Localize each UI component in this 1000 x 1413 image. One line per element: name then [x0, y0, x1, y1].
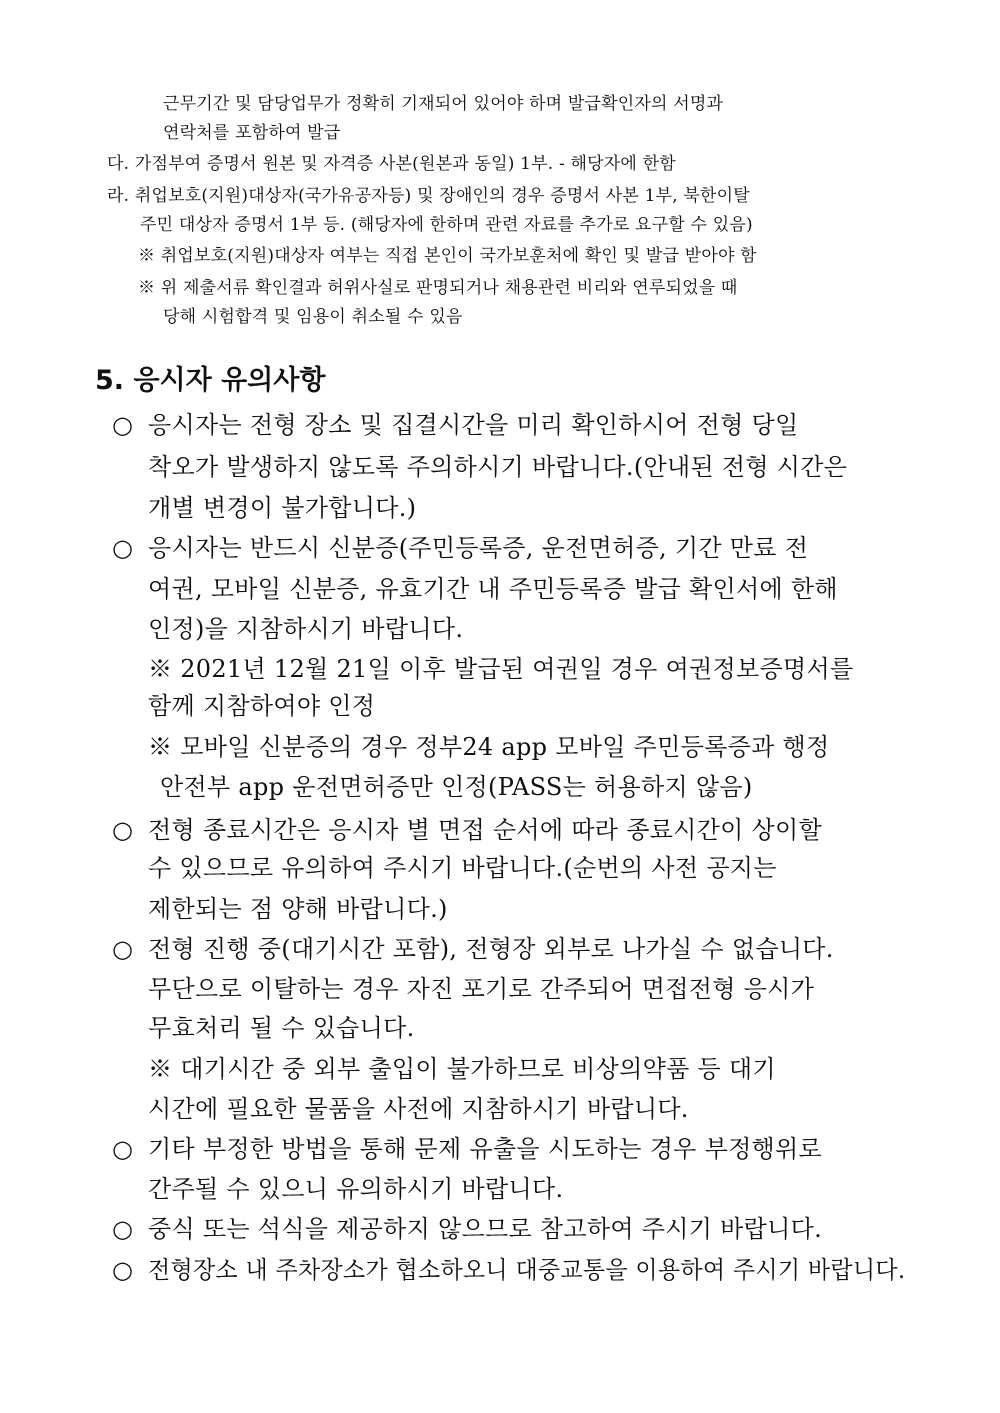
bullet-3-line-1: 전형 종료시간은 응시자 별 면접 순서에 따라 종료시간이 상이할: [148, 816, 823, 844]
mobile-id-note-line-2: 안전부 app 운전면허증만 인정(PASS는 허용하지 않음): [160, 773, 753, 801]
bullet-2-line-3: 인정)을 지참하시기 바랍니다.: [148, 615, 464, 643]
bullet-marker: ○: [112, 1256, 133, 1284]
bullet-1-line-1: 응시자는 전형 장소 및 집결시간을 미리 확인하시어 전형 당일: [148, 411, 799, 439]
section-heading: 5. 응시자 유의사항: [95, 365, 326, 396]
passport-note-line-2: 함께 지참하여야 인정: [148, 692, 376, 720]
note-employment-protection: ※ 취업보호(지원)대상자 여부는 직접 본인이 국가보훈처에 확인 및 발급 받아야 함: [138, 246, 757, 266]
bullet-2-line-1: 응시자는 반드시 신분증(주민등록증, 운전면허증, 기간 만료 전: [148, 534, 809, 562]
bullet-4-line-1: 전형 진행 중(대기시간 포함), 전형장 외부로 나가실 수 없습니다.: [148, 935, 834, 963]
note-false-documents-line-1: ※ 위 제출서류 확인결과 허위사실로 판명되거나 채용관련 비리와 연루되었을 때: [138, 278, 738, 298]
bullet-3-line-3: 제한되는 점 양해 바랍니다.): [148, 895, 448, 923]
mobile-id-note-line-1: ※ 모바일 신분증의 경우 정부24 app 모바일 주민등록증과 행정: [148, 733, 830, 761]
bullet-marker: ○: [112, 534, 133, 562]
item-d-line-2: 주민 대상자 증명서 1부 등. (해당자에 한하며 관련 자료를 추가로 요구할 수 있음): [140, 215, 753, 235]
bullet-3-line-2: 수 있으므로 유의하여 주시기 바랍니다.(순번의 사전 공지는: [148, 854, 777, 882]
item-d-line-1: 라. 취업보호(지원)대상자(국가유공자등) 및 장애인의 경우 증명서 사본 1부, 북한이탈: [107, 186, 750, 206]
note-false-documents-line-2: 당해 시험합격 및 임용이 취소될 수 있음: [163, 307, 463, 327]
bullet-5-line-1: 기타 부정한 방법을 통해 문제 유출을 시도하는 경우 부정행위로: [148, 1135, 823, 1163]
bullet-marker: ○: [112, 1215, 133, 1243]
bullet-marker: ○: [112, 816, 133, 844]
bullet-2-line-2: 여권, 모바일 신분증, 유효기간 내 주민등록증 발급 확인서에 한해: [148, 575, 838, 603]
bullet-marker: ○: [112, 935, 133, 963]
waiting-note-line-2: 시간에 필요한 물품을 사전에 지참하시기 바랍니다.: [148, 1095, 689, 1123]
item-b-continuation-line-2: 연락처를 포함하여 발급: [163, 123, 341, 143]
bullet-1-line-2: 착오가 발생하지 않도록 주의하시기 바랍니다.(안내된 전형 시간은: [148, 453, 848, 481]
bullet-7-line-1: 전형장소 내 주차장소가 협소하오니 대중교통을 이용하여 주시기 바랍니다.: [148, 1256, 906, 1284]
item-c: 다. 가점부여 증명서 원본 및 자격증 사본(원본과 동일) 1부. - 해당자에 한함: [107, 154, 676, 174]
passport-note-line-1: ※ 2021년 12월 21일 이후 발급된 여권일 경우 여권정보증명서를: [148, 655, 854, 683]
bullet-4-line-2: 무단으로 이탈하는 경우 자진 포기로 간주되어 면접전형 응시가: [148, 975, 815, 1003]
bullet-6-line-1: 중식 또는 석식을 제공하지 않으므로 참고하여 주시기 바랍니다.: [148, 1215, 823, 1243]
bullet-marker: ○: [112, 411, 133, 439]
bullet-5-line-2: 간주될 수 있으니 유의하시기 바랍니다.: [148, 1175, 564, 1203]
bullet-marker: ○: [112, 1135, 133, 1163]
item-b-continuation-line-1: 근무기간 및 담당업무가 정확히 기재되어 있어야 하며 발급확인자의 서명과: [163, 94, 724, 114]
bullet-1-line-3: 개별 변경이 불가합니다.): [148, 494, 417, 522]
bullet-4-line-3: 무효처리 될 수 있습니다.: [148, 1014, 415, 1042]
waiting-note-line-1: ※ 대기시간 중 외부 출입이 불가하므로 비상의약품 등 대기: [148, 1055, 776, 1083]
